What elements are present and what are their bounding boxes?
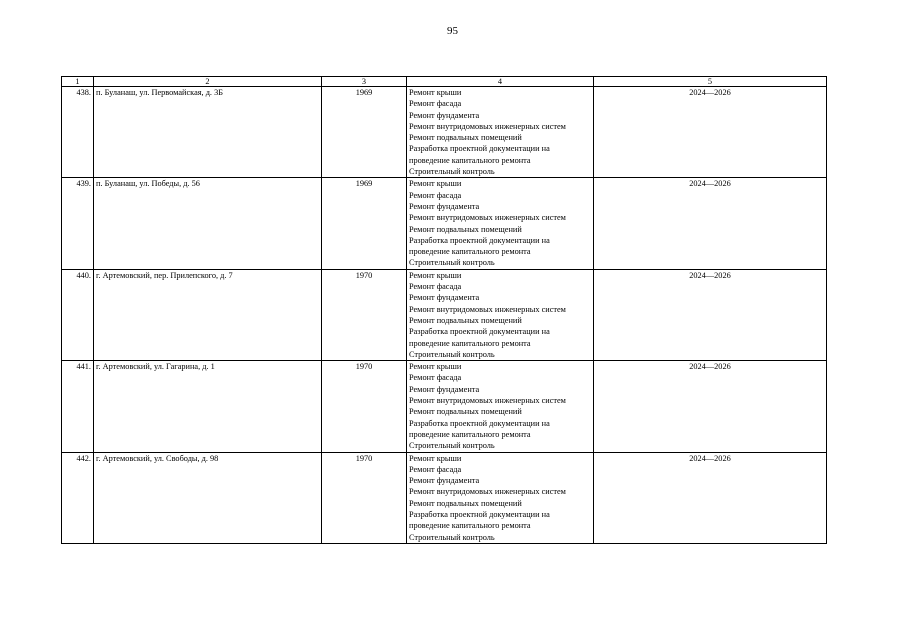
work-item: Ремонт фасада (409, 190, 462, 200)
header-col-5: 5 (594, 77, 827, 87)
work-item: Строительный контроль (409, 532, 495, 542)
table-row (62, 269, 827, 360)
work-item: Строительный контроль (409, 349, 495, 359)
works-cell (407, 452, 594, 543)
work-item: Разработка проектной документации на (409, 144, 550, 154)
work-item: Ремонт фасада (409, 99, 462, 109)
work-item: Ремонт внутридомовых инженерных систем (409, 304, 566, 314)
row-number-cell: 440. (62, 269, 94, 360)
period-cell: 2024—2026 (594, 269, 827, 360)
table-row (62, 452, 827, 543)
table-row (62, 361, 827, 452)
address-cell: г. Артемовский, пер. Прилепского, д. 7 (94, 269, 322, 360)
work-item: Ремонт крыши (409, 179, 462, 189)
work-item: Разработка проектной документации на (409, 235, 550, 245)
table-body (62, 87, 827, 544)
work-item: Строительный контроль (409, 441, 495, 451)
work-item: Строительный контроль (409, 258, 495, 268)
work-item: Ремонт внутридомовых инженерных систем (409, 487, 566, 497)
work-item: проведение капитального ремонта (409, 338, 531, 348)
work-item: Ремонт внутридомовых инженерных систем (409, 213, 566, 223)
works-cell (407, 269, 594, 360)
work-item: Ремонт фундамента (409, 201, 480, 211)
work-item: Ремонт подвальных помещений (409, 133, 522, 143)
address-cell: п. Буланаш, ул. Победы, д. 56 (94, 178, 322, 269)
address-cell: п. Буланаш, ул. Первомайская, д. 3Б (94, 87, 322, 178)
year-cell: 1969 (322, 87, 407, 178)
row-number-cell: 438. (62, 87, 94, 178)
work-item: Ремонт фасада (409, 373, 462, 383)
work-item: Разработка проектной документации на (409, 418, 550, 428)
header-col-2: 2 (94, 77, 322, 87)
row-number-cell: 439. (62, 178, 94, 269)
work-item: Ремонт внутридомовых инженерных систем (409, 121, 566, 131)
work-item: проведение капитального ремонта (409, 247, 531, 257)
period-cell: 2024—2026 (594, 452, 827, 543)
work-item: Ремонт подвальных помещений (409, 407, 522, 417)
work-item: Ремонт подвальных помещений (409, 315, 522, 325)
works-cell (407, 178, 594, 269)
address-cell: г. Артемовский, ул. Гагарина, д. 1 (94, 361, 322, 452)
table-row (62, 87, 827, 178)
work-item: Ремонт крыши (409, 88, 462, 97)
table-row (62, 178, 827, 269)
works-cell (407, 361, 594, 452)
row-number-cell: 442. (62, 452, 94, 543)
works-cell (407, 87, 594, 178)
work-item: проведение капитального ремонта (409, 429, 531, 439)
row-number-cell: 441. (62, 361, 94, 452)
page-number: 95 (447, 25, 458, 37)
work-item: Ремонт крыши (409, 362, 462, 372)
work-item: Ремонт фундамента (409, 476, 480, 486)
header-col-3: 3 (322, 77, 407, 87)
header-col-1: 1 (62, 77, 94, 87)
work-item: Ремонт фасада (409, 464, 462, 474)
work-item: Разработка проектной документации на (409, 509, 550, 519)
work-item: Ремонт подвальных помещений (409, 498, 522, 508)
work-item: Ремонт фасада (409, 282, 462, 292)
work-item: Ремонт подвальных помещений (409, 224, 522, 234)
work-item: Ремонт крыши (409, 270, 462, 280)
work-item: Ремонт крыши (409, 453, 462, 463)
work-item: Строительный контроль (409, 167, 495, 177)
period-cell: 2024—2026 (594, 178, 827, 269)
year-cell: 1970 (322, 452, 407, 543)
header-col-4: 4 (407, 77, 594, 87)
address-cell: г. Артемовский, ул. Свободы, д. 98 (94, 452, 322, 543)
work-item: Разработка проектной документации на (409, 327, 550, 337)
year-cell: 1970 (322, 269, 407, 360)
work-item: Ремонт фундамента (409, 110, 480, 120)
work-item: проведение капитального ремонта (409, 155, 531, 165)
header-row (62, 77, 827, 87)
work-item: Ремонт внутридомовых инженерных систем (409, 396, 566, 406)
period-cell: 2024—2026 (594, 87, 827, 178)
work-item: проведение капитального ремонта (409, 521, 531, 531)
year-cell: 1970 (322, 361, 407, 452)
work-item: Ремонт фундамента (409, 293, 480, 303)
period-cell: 2024—2026 (594, 361, 827, 452)
work-item: Ремонт фундамента (409, 384, 480, 394)
year-cell: 1969 (322, 178, 407, 269)
repair-schedule-table (61, 76, 827, 544)
